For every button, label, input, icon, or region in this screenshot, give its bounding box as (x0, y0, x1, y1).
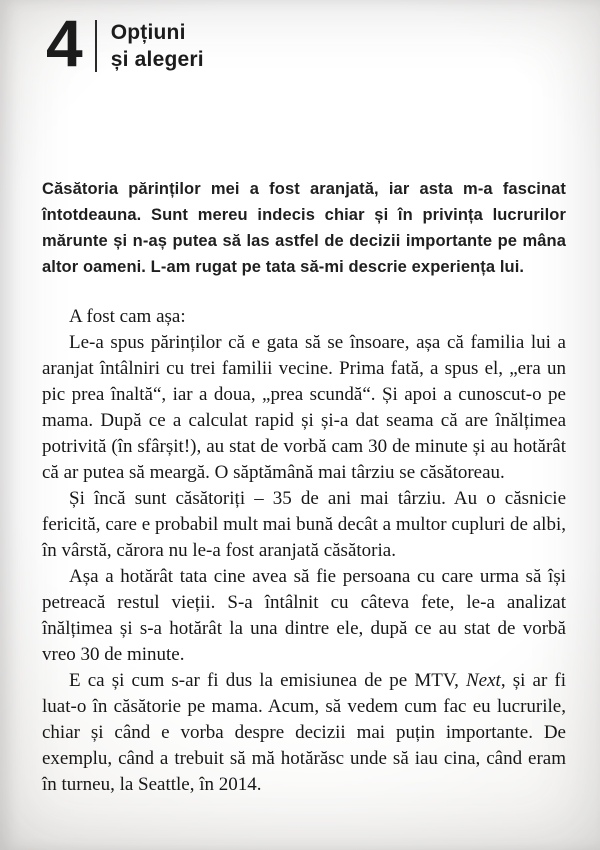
chapter-number: 4 (46, 6, 81, 80)
paragraph-segment: E ca și cum s-ar fi dus la emisiunea de pe MTV, (69, 670, 466, 691)
paragraph: Și încă sunt căsătoriți – 35 de ani mai târziu. Au o căsnicie fericită, care e probabil mult mai bună decât a multor cupluri de albi, în vârstă, cărora nu le-a fost aranjată căsătoria. (42, 488, 566, 561)
chapter-header (0, 0, 600, 80)
body-text (42, 304, 566, 798)
intro-paragraph: Căsătoria părinților mei a fost aranjată, iar asta m-a fascinat întotdeauna. Sunt mereu indecis chiar și în privința lucrurilor mărunte și n-aș putea să las astfel de decizii importante pe mâna altor oameni. L-am rugat pe tata să-mi descrie experiența lui. (42, 180, 566, 276)
chapter-title-line2: și alegeri (110, 48, 204, 71)
paragraph (42, 668, 566, 798)
show-title-italic: Next (466, 670, 501, 691)
paragraph-segment: , și ar fi luat-o în căsătorie pe mama. Acum, să vedem cum fac eu lucrurile, chiar și când e vorba despre decizii mai puțin importante. De exemplu, când a trebuit să mă hotărăsc unde să iau cina, când eram în turneu, la Seattle, în 2014. (42, 670, 566, 795)
paragraph: Le-a spus părinților că e gata să se însoare, așa că familia lui a aranjat întâlniri cu trei familii vecine. Prima fată, a spus el, „era un pic prea înaltă“, iar a doua, „prea scundă“. Și apoi a cunoscut-o pe mama. După ce a calculat rapid și și-a dat seama că are înălțimea potrivită (în sfârșit!), au stat de vorbă cam 30 de minute și au hotărât că ar putea să meargă. O săptămână mai târziu se căsătoreau. (42, 332, 566, 483)
chapter-divider-line (95, 20, 97, 72)
chapter-title-line1: Opțiuni (110, 21, 186, 44)
paragraph: Așa a hotărât tata cine avea să fie persoana cu care urma să își petreacă restul vieții. S-a întâlnit cu câteva fete, le-a analizat înălțimea și s-a hotărât la una dintre ele, după ce au stat de vorbă vreo 30 de minute. (42, 566, 566, 665)
chapter-title (111, 19, 204, 73)
paragraph: A fost cam așa: (69, 306, 186, 327)
